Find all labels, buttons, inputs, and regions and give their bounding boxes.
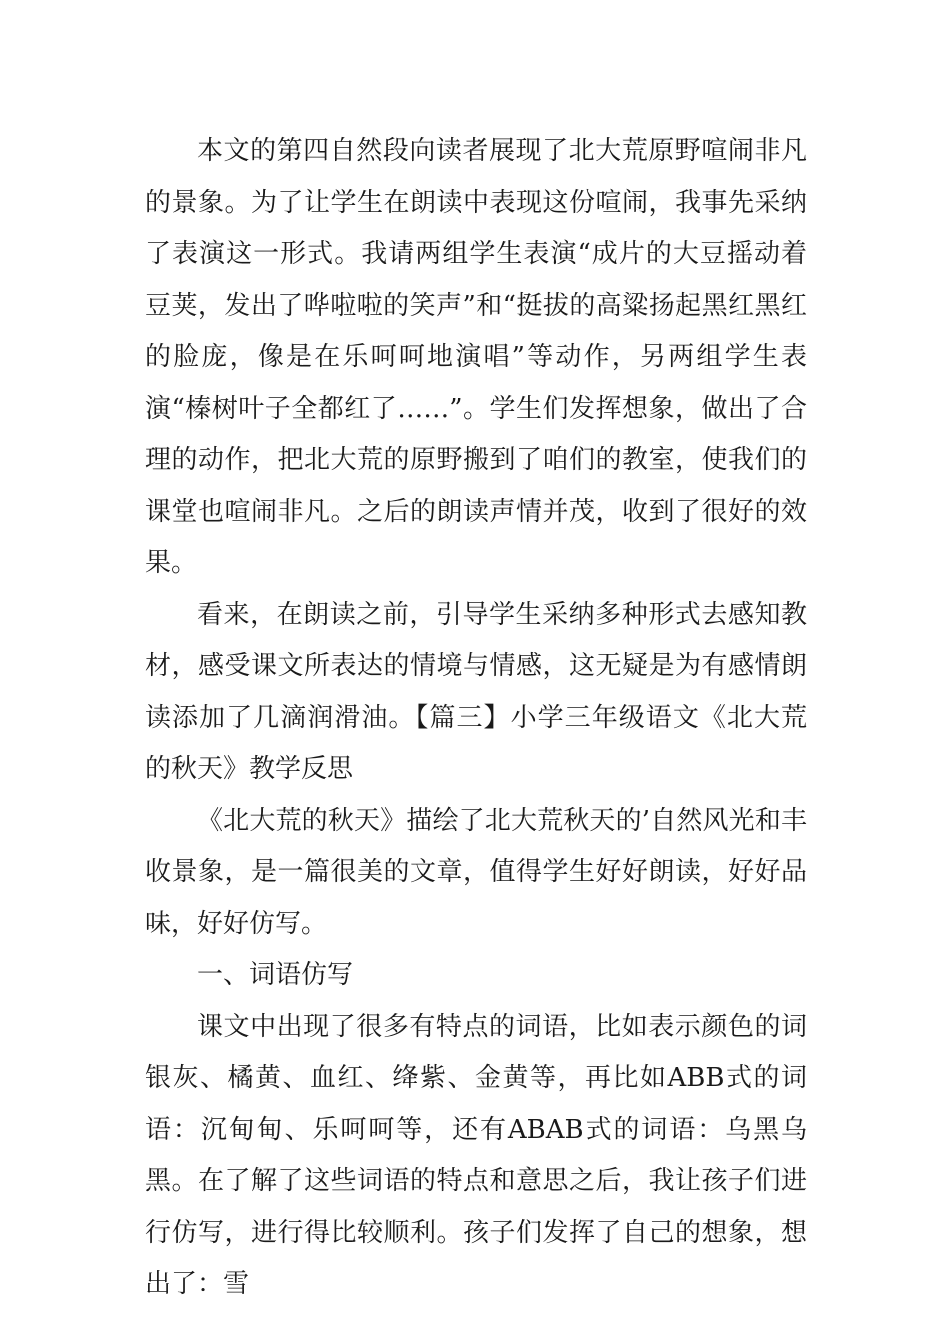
paragraph-2: 看来，在朗读之前，引导学生采纳多种形式去感知教材，感受课文所表达的情境与情感，这无疑是为有感情朗读添加了几滴润滑油。【篇三】小学三年级语文《北大荒的秋天》教学反思 bbox=[145, 599, 807, 784]
body-text bbox=[145, 126, 807, 1311]
paragraph-1: 本文的第四自然段向读者展现了北大荒原野喧闹非凡的景象。为了让学生在朗读中表现这份喧闹，我事先采纳了表演这一形式。我请两组学生表演“成片的大豆摇动着豆荚，发出了哗啦啦的笑声”和“挺拔的高粱扬起黑红黑红的脸庞，像是在乐呵呵地演唱”等动作，另两组学生表演“榛树叶子全都红了……”。学生们发挥想象，做出了合理的动作，把北大荒的原野搬到了咱们的教室，使我们的课堂也喧闹非凡。之后的朗读声情并茂，收到了很好的效果。 bbox=[145, 136, 807, 578]
paragraph-3: 《北大荒的秋天》描绘了北大荒秋天的’自然风光和丰收景象，是一篇很美的文章，值得学生好好朗读，好好品味，好好仿写。 bbox=[145, 805, 807, 939]
paragraph-4: 课文中出现了很多有特点的词语，比如表示颜色的词银灰、橘黄、血红、绛紫、金黄等，再比如ABB式的词语：沉甸甸、乐呵呵等，还有ABAB式的词语：乌黑乌黑。在了解了这些词语的特点和意思之后，我让孩子们进行仿写，进行得比较顺利。孩子们发挥了自己的想象，想出了：雪 bbox=[145, 1011, 807, 1299]
section-heading: 一、词语仿写 bbox=[197, 960, 354, 990]
